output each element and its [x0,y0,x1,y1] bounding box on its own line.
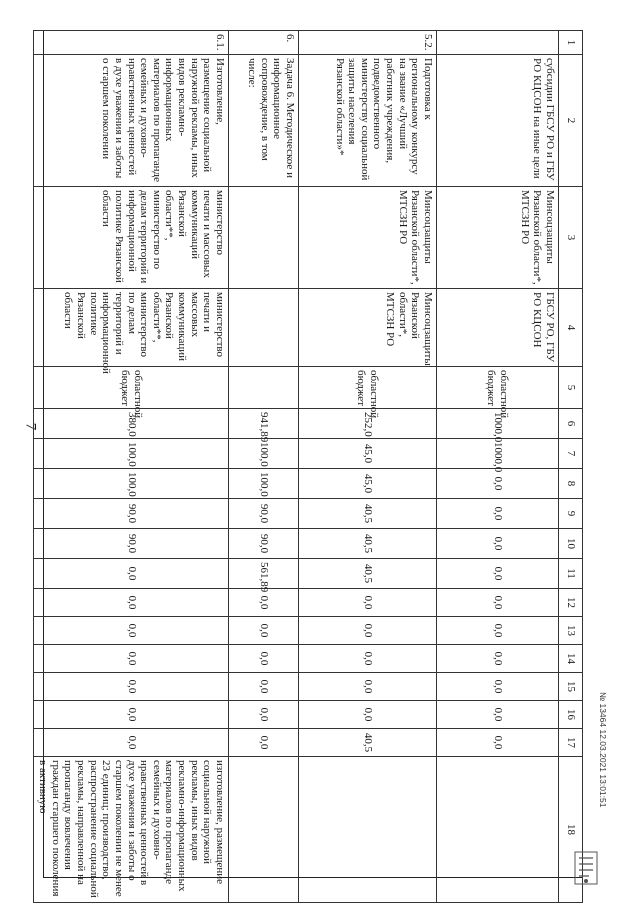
page-number: 7 [22,422,39,431]
amount-cell: 0,0 [34,701,229,729]
responsible-executor [229,187,299,289]
column-header: 11 [559,559,583,589]
amount-cell: 0,0 [34,729,229,757]
amount-cell: 0,0 [229,729,299,757]
expected-result [437,757,559,903]
organization-logo-icon [571,848,601,888]
amount-total: 252,0 [299,409,437,439]
column-header: 9 [559,499,583,529]
amount-cell: 0,0 [229,589,299,617]
amount-cell: 0,0 [34,559,229,589]
amount-cell: 0,0 [437,729,559,757]
expected-result [299,757,437,903]
amount-cell: 0,0 [299,617,437,645]
amount-total: 941,89 [229,409,299,439]
amount-cell: 561,89 [229,559,299,589]
registration-number: № 13464 12.03.2021 13:01:51 [598,692,608,808]
amount-cell: 0,0 [437,499,559,529]
table-row [34,31,229,903]
amount-cell: 0,0 [437,559,559,589]
amount-cell: 100,0 [229,469,299,499]
amount-cell: 1000,0 [437,439,559,469]
amount-cell: 100,0 [34,439,229,469]
amount-cell: 0,0 [299,645,437,673]
rotated-table-sheet [37,30,583,898]
column-header: 17 [559,729,583,757]
column-header: 16 [559,701,583,729]
funding-source [229,367,299,409]
column-header: 2 [559,55,583,187]
column-header: 6 [559,409,583,439]
amount-cell: 40,5 [299,499,437,529]
funding-source: областной бюджет [299,367,437,409]
amount-cell: 90,0 [229,499,299,529]
amount-cell: 45,0 [299,439,437,469]
amount-cell: 0,0 [229,645,299,673]
amount-cell: 100,0 [34,469,229,499]
amount-cell: 0,0 [437,617,559,645]
amount-cell: 0,0 [229,701,299,729]
amount-cell: 0,0 [437,645,559,673]
amount-cell: 0,0 [437,469,559,499]
amount-cell: 0,0 [437,529,559,559]
responsible-executor: Минсоцзащиты Рязанской области*, МТСЗН РО [437,187,559,289]
amount-cell: 90,0 [229,529,299,559]
participant: ГБСУ РО, ГБУ РО КЦСОН [437,289,559,367]
funding-source: областной бюджет [437,367,559,409]
amount-cell: 0,0 [299,589,437,617]
responsible-executor: Минсоцзащиты Рязанской области*, МТСЗН РО [299,187,437,289]
column-header: 14 [559,645,583,673]
amount-cell: 0,0 [437,673,559,701]
column-header: 4 [559,289,583,367]
amount-cell: 0,0 [34,617,229,645]
row-number [437,31,559,55]
funding-source: областной бюджет [34,367,229,409]
amount-cell: 0,0 [34,645,229,673]
amount-cell: 90,0 [34,499,229,529]
program-table-wrapper [37,30,583,898]
column-header: 18 [559,757,583,903]
amount-cell: 0,0 [299,701,437,729]
table-row [299,31,437,903]
amount-cell: 0,0 [299,673,437,701]
amount-cell: 45,0 [299,469,437,499]
column-header: 13 [559,617,583,645]
activity-name: Изготовление, размещение социальной наружной рекламы, иных видов рекламно-информационных материалов по пропаганде семейных и духовно-нравственных ценностей в духе уважения и заботы о старшем поколении [34,55,229,187]
row-number: 6.1. [34,31,229,55]
amount-cell: 0,0 [229,673,299,701]
program-table [33,30,583,903]
row-number: 6. [229,31,299,55]
column-header: 3 [559,187,583,289]
amount-total: 1000,0 [437,409,559,439]
amount-cell: 40,5 [299,529,437,559]
amount-cell: 0,0 [437,701,559,729]
participant [229,289,299,367]
column-header: 7 [559,439,583,469]
column-header: 1 [559,31,583,55]
table-row [437,31,559,903]
activity-name: Подготовка к региональному конкурсу на звание «Лучший работник учреждения, подведомственного министерству социальной защиты населения Рязанской области»* [299,55,437,187]
column-header: 12 [559,589,583,617]
amount-cell: 100,0 [229,439,299,469]
expected-result [229,757,299,903]
amount-cell: 0,0 [34,589,229,617]
column-header: 15 [559,673,583,701]
activity-name: Задача 6. Методическое и информационное сопровождение, в том числе: [229,55,299,187]
participant: министерство печати и массовых коммуникаций Рязанской области**, министерство по делам территорий и информационной политике Рязанской области [34,289,229,367]
amount-cell: 90,0 [34,529,229,559]
activity-name: субсидии ГБСУ РО и ГБУ РО КЦСОН на иные цели [437,55,559,187]
column-number-row [559,31,583,903]
amount-cell: 40,5 [299,559,437,589]
table-row [229,31,299,903]
amount-total: 380,0 [34,409,229,439]
amount-cell: 0,0 [437,589,559,617]
column-header: 10 [559,529,583,559]
row-number: 5.2. [299,31,437,55]
amount-cell: 0,0 [34,673,229,701]
column-header: 8 [559,469,583,499]
responsible-executor: министерство печати и массовых коммуникаций Рязанской области**, министерство по делам территорий и информационной политике Рязанской области [34,187,229,289]
amount-cell: 40,5 [299,729,437,757]
amount-cell: 0,0 [229,617,299,645]
registration-stamp [590,692,610,850]
column-header: 5 [559,367,583,409]
expected-result: изготовление, размещение социальной наружной рекламы, иных видов рекламно-информационных материалов по пропаганде семейных и духовно-нравственных ценностей в духе уважения и заботы о старшем поколении не менее 23 единиц; производство, распространение социальной рекламы, направленной на пропаганду вовлечения граждан старшего поколения в активную [34,757,229,903]
participant: Минсоцзащиты Рязанской области*, МТСЗН РО [299,289,437,367]
